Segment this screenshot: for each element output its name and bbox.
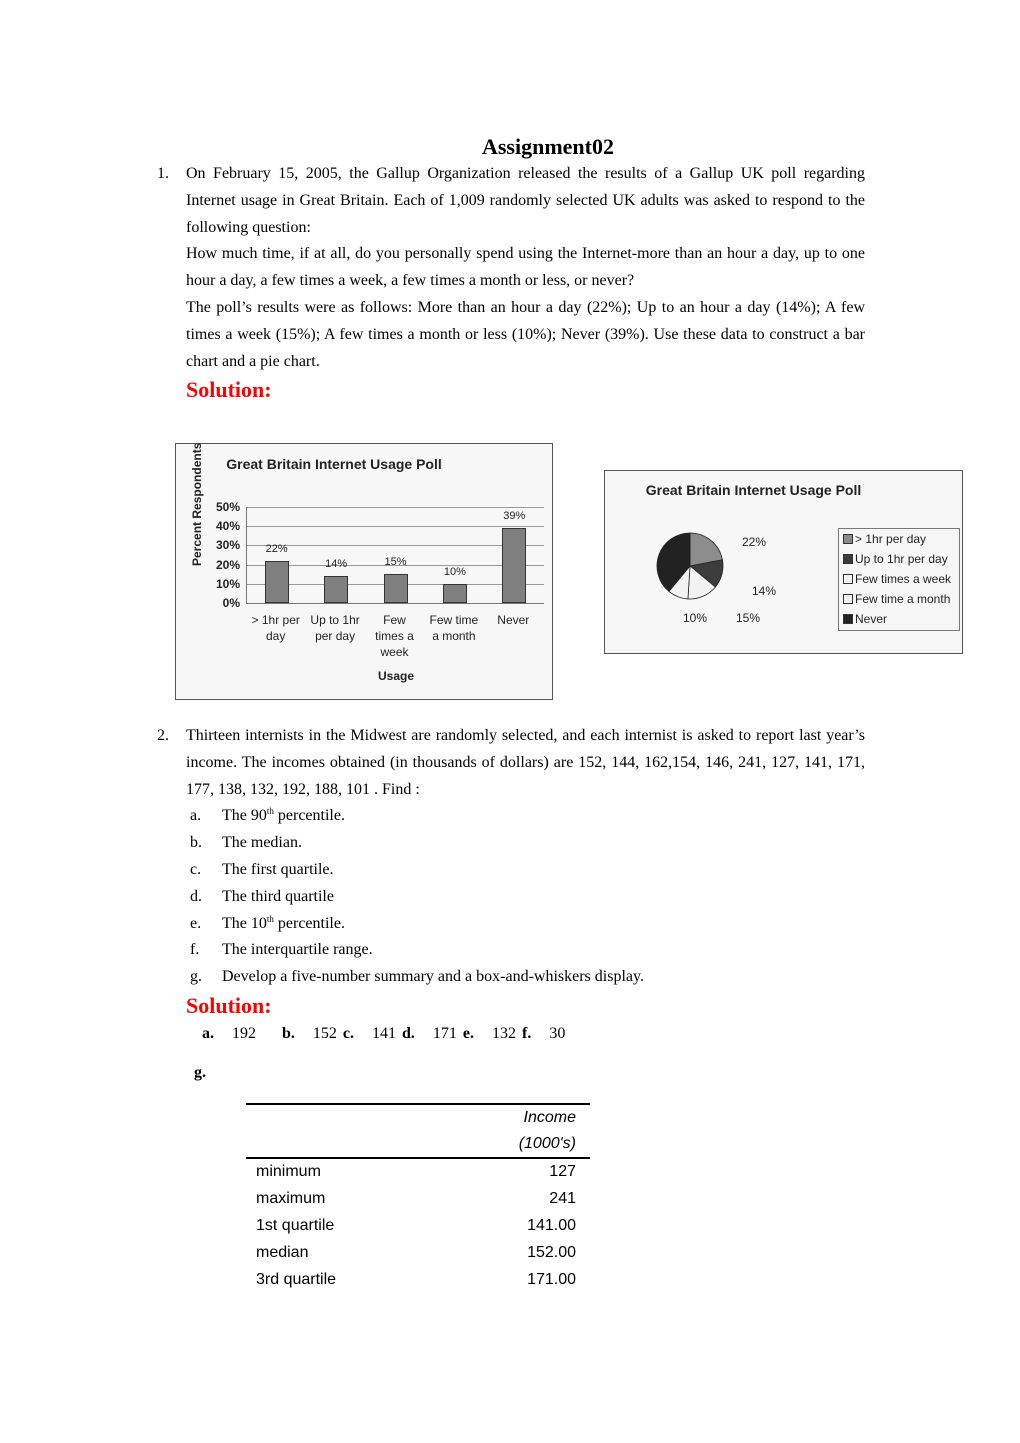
y-tick-label: 40% <box>215 519 240 534</box>
answer-label: f. <box>522 1024 532 1042</box>
legend-item <box>843 552 948 566</box>
table-row <box>246 1239 590 1266</box>
x-axis-label: Usage <box>377 669 415 683</box>
part-label: f. <box>190 941 200 959</box>
gridline <box>247 545 544 546</box>
answer-value: 192 <box>232 1024 256 1042</box>
table-row <box>246 1213 590 1240</box>
part-g-label: g. <box>194 1064 206 1081</box>
legend-label: > 1hr per day <box>855 532 927 546</box>
question-number: 1. <box>157 165 169 182</box>
answer-label: d. <box>402 1024 415 1042</box>
row-value: 241 <box>549 1190 576 1208</box>
plot-area <box>215 500 544 610</box>
row-label: median <box>256 1243 309 1261</box>
legend-label: Never <box>855 612 888 626</box>
pie-data-label: 14% <box>752 584 777 598</box>
question-part <box>186 937 865 964</box>
question-part <box>186 830 865 857</box>
table-row <box>246 1186 590 1213</box>
part-label: e. <box>190 914 202 932</box>
bar <box>324 576 348 603</box>
gridline <box>247 507 544 508</box>
question-part <box>186 803 865 830</box>
part-text: The third quartile <box>222 887 334 905</box>
y-tick-label: 20% <box>215 557 240 572</box>
answer-value: 171 <box>432 1024 457 1042</box>
part-text: Develop a five-number summary and a box-and-whiskers display. <box>222 968 644 986</box>
part-label: g. <box>190 968 202 986</box>
five-number-summary-table <box>246 1103 590 1293</box>
answer-value: 30 <box>549 1024 566 1042</box>
column-header: Income <box>439 1104 590 1131</box>
question-part <box>186 857 865 884</box>
pie-data-label: 10% <box>683 611 708 625</box>
answer-value: 132 <box>492 1024 517 1042</box>
pie-legend <box>838 528 960 631</box>
question-2 <box>157 723 865 1047</box>
gridline <box>247 526 544 527</box>
question-paragraph: On February 15, 2005, the Gallup Organization released the results of a Gallup UK poll regarding Internet usage in Great Britain. Each of 1,009 randomly selected UK adults was asked to respond to the following question: <box>186 165 865 236</box>
superscript: th <box>266 806 274 817</box>
answers-line <box>202 1021 865 1047</box>
x-category-label: > 1hr per day <box>251 613 300 643</box>
legend-label: Few times a week <box>855 572 952 586</box>
y-tick-label: 0% <box>222 596 240 610</box>
y-tick-label: 30% <box>215 538 240 553</box>
legend-item <box>843 592 950 606</box>
chart-title: Great Britain Internet Usage Poll <box>645 482 862 498</box>
chart-title: Great Britain Internet Usage Poll <box>226 456 442 472</box>
question-paragraph: The poll’s results were as follows: More than an hour a day (22%); Up to an hour a day (14%); A few times a week (15%); A few times a month or less (10%); Never (39%). Use these data to construct a bar chart and a pie chart. <box>186 298 865 370</box>
part-label: b. <box>190 834 202 852</box>
question-1 <box>157 161 865 405</box>
x-category-label: Few times a week <box>375 613 414 659</box>
question-paragraph: How much time, if at all, do you personally spend using the Internet-more than an hour a day, up to one hour a day, a few times a week, a few times a month or less, or never? <box>186 245 865 290</box>
part-label: a. <box>190 807 202 825</box>
question-part <box>186 884 865 911</box>
legend-item <box>843 572 951 586</box>
legend-label: Few time a month <box>855 592 951 606</box>
x-category-label: Up to 1hr per day <box>310 613 360 643</box>
question-part <box>186 964 865 991</box>
bar-chart <box>175 443 553 700</box>
row-label: 1st quartile <box>256 1216 335 1234</box>
part-text: The median. <box>222 834 302 852</box>
part-text: The 90th percentile. <box>222 806 345 825</box>
bar <box>443 584 467 603</box>
row-value: 141.00 <box>527 1216 576 1234</box>
data-label: 39% <box>503 510 526 523</box>
row-label: minimum <box>256 1163 321 1181</box>
column-header-unit: (1000's) <box>439 1131 590 1158</box>
answer-label: e. <box>462 1024 475 1042</box>
superscript: th <box>266 913 274 924</box>
x-category-label: Few time a month <box>429 613 479 643</box>
y-axis-label: Percent Respondents <box>190 442 204 566</box>
data-label: 22% <box>265 542 288 555</box>
legend-label: Up to 1hr per day <box>855 552 948 566</box>
legend-swatch <box>843 574 853 584</box>
bar <box>502 528 526 603</box>
row-value: 152.00 <box>527 1243 576 1261</box>
answer-label: c. <box>342 1024 355 1042</box>
data-label: 14% <box>325 558 348 571</box>
data-label: 15% <box>384 556 407 569</box>
answer-label: b. <box>282 1024 295 1042</box>
part-label: c. <box>190 860 202 878</box>
legend-swatch <box>843 534 853 544</box>
table-row <box>246 1266 590 1293</box>
part-text: The first quartile. <box>222 860 334 878</box>
solution-heading: Solution: <box>186 377 272 403</box>
legend-swatch <box>843 554 853 564</box>
pie-data-label: 22% <box>742 535 767 549</box>
legend-item <box>843 612 887 626</box>
pie-data-label: 39% <box>662 557 687 571</box>
table-row <box>246 1158 590 1186</box>
y-tick-label: 10% <box>215 576 240 591</box>
answer-value: 141 <box>372 1024 397 1042</box>
part-label: d. <box>190 887 202 905</box>
row-value: 171.00 <box>527 1270 576 1288</box>
answer-label: a. <box>202 1024 214 1042</box>
part-text: The interquartile range. <box>222 941 373 959</box>
question-number: 2. <box>157 727 169 744</box>
pie-data-label: 15% <box>736 611 761 625</box>
answer-value: 152 <box>312 1024 337 1042</box>
pie-chart <box>604 470 963 654</box>
row-value: 127 <box>549 1163 576 1181</box>
legend-swatch <box>843 614 853 624</box>
data-label: 10% <box>443 565 466 578</box>
question-part <box>186 911 865 938</box>
bar <box>384 574 408 603</box>
row-label: 3rd quartile <box>256 1270 337 1288</box>
part-text: The 10th percentile. <box>222 913 345 932</box>
legend-swatch <box>843 594 853 604</box>
legend-item <box>843 532 926 546</box>
bar <box>265 561 289 603</box>
question-parts-list <box>157 803 865 991</box>
row-label: maximum <box>256 1190 326 1208</box>
solution-heading: Solution: <box>186 992 272 1018</box>
y-tick-label: 50% <box>215 500 240 514</box>
page-title: Assignment02 <box>481 134 614 159</box>
question-text: Thirteen internists in the Midwest are randomly selected, and each internist is asked to report last year’s income. The incomes obtained (in thousands of dollars) are 152, 144, 162,154, 146, 241, 127, 141, 171, 177, 138, 132, 192, 188, 101 . Find : <box>186 727 865 798</box>
x-category-label: Never <box>497 613 530 627</box>
